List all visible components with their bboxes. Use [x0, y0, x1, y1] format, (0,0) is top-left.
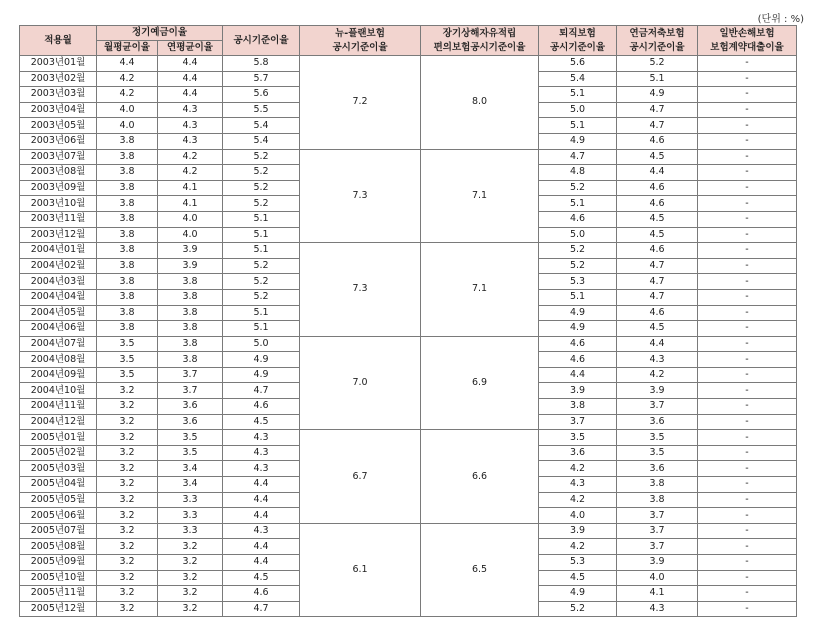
cell-monthly-avg: 3.8 — [97, 274, 158, 290]
cell-retire: 4.8 — [539, 165, 617, 181]
cell-monthly-avg: 3.2 — [97, 430, 158, 446]
cell-public-rate: 5.2 — [223, 258, 300, 274]
cell-retire: 5.1 — [539, 196, 617, 212]
cell-general: - — [698, 508, 797, 524]
cell-yearly-avg: 4.2 — [158, 149, 223, 165]
cell-general: - — [698, 196, 797, 212]
cell-month: 2003년11월 — [20, 211, 97, 227]
header-pension-line2: 공시기준이율 — [629, 41, 685, 53]
cell-month: 2005년04월 — [20, 477, 97, 493]
cell-month: 2005년09월 — [20, 555, 97, 571]
cell-public-rate: 4.7 — [223, 383, 300, 399]
cell-public-rate: 5.4 — [223, 133, 300, 149]
cell-pension: 4.5 — [617, 149, 698, 165]
cell-yearly-avg: 4.4 — [158, 71, 223, 87]
cell-public-rate: 4.3 — [223, 523, 300, 539]
cell-general: - — [698, 118, 797, 134]
cell-monthly-avg: 3.5 — [97, 336, 158, 352]
cell-public-rate: 4.6 — [223, 586, 300, 602]
table-row — [20, 149, 797, 165]
cell-retire: 4.2 — [539, 461, 617, 477]
header-deposit-group: 정기예금이율 — [97, 26, 223, 41]
cell-general: - — [698, 227, 797, 243]
cell-retire: 3.5 — [539, 430, 617, 446]
cell-general: - — [698, 555, 797, 571]
header-new-plan-line1: 뉴-플랜보험 — [335, 27, 385, 39]
table-row — [20, 523, 797, 539]
cell-pension: 4.6 — [617, 196, 698, 212]
cell-yearly-avg: 3.2 — [158, 570, 223, 586]
cell-pension: 4.7 — [617, 118, 698, 134]
cell-monthly-avg: 3.8 — [97, 227, 158, 243]
cell-pension: 4.7 — [617, 274, 698, 290]
cell-retire: 4.7 — [539, 149, 617, 165]
cell-general: - — [698, 445, 797, 461]
cell-month: 2003년06월 — [20, 133, 97, 149]
cell-public-rate: 5.1 — [223, 227, 300, 243]
cell-public-rate: 5.2 — [223, 289, 300, 305]
cell-retire: 4.9 — [539, 305, 617, 321]
cell-monthly-avg: 3.2 — [97, 477, 158, 493]
cell-monthly-avg: 3.2 — [97, 399, 158, 415]
cell-yearly-avg: 3.2 — [158, 601, 223, 617]
cell-longterm: 6.5 — [421, 523, 539, 617]
cell-public-rate: 5.1 — [223, 211, 300, 227]
cell-monthly-avg: 3.8 — [97, 305, 158, 321]
cell-general: - — [698, 492, 797, 508]
cell-month: 2003년10월 — [20, 196, 97, 212]
cell-retire: 5.3 — [539, 274, 617, 290]
cell-retire: 5.0 — [539, 102, 617, 118]
cell-month: 2004년01월 — [20, 243, 97, 259]
cell-pension: 4.7 — [617, 289, 698, 305]
header-new-plan — [300, 26, 421, 56]
cell-monthly-avg: 3.8 — [97, 133, 158, 149]
cell-general: - — [698, 601, 797, 617]
header-general-line2: 보험계약대출이율 — [710, 41, 784, 53]
cell-month: 2003년01월 — [20, 56, 97, 72]
header-retire-line2: 공시기준이율 — [549, 41, 606, 53]
cell-retire: 4.6 — [539, 336, 617, 352]
cell-public-rate: 4.3 — [223, 461, 300, 477]
cell-yearly-avg: 3.7 — [158, 383, 223, 399]
cell-pension: 3.7 — [617, 523, 698, 539]
cell-retire: 3.7 — [539, 414, 617, 430]
cell-retire: 4.6 — [539, 352, 617, 368]
cell-retire: 4.9 — [539, 321, 617, 337]
cell-month: 2005년03월 — [20, 461, 97, 477]
cell-public-rate: 5.1 — [223, 321, 300, 337]
cell-general: - — [698, 305, 797, 321]
cell-public-rate: 4.4 — [223, 492, 300, 508]
header-retire-line1: 퇴직보험 — [559, 27, 596, 39]
cell-yearly-avg: 4.3 — [158, 133, 223, 149]
cell-pension: 4.6 — [617, 133, 698, 149]
header-longterm — [421, 26, 539, 56]
cell-yearly-avg: 3.5 — [158, 445, 223, 461]
cell-public-rate: 5.6 — [223, 87, 300, 103]
cell-month: 2003년09월 — [20, 180, 97, 196]
cell-monthly-avg: 3.2 — [97, 570, 158, 586]
cell-pension: 4.6 — [617, 305, 698, 321]
cell-pension: 4.5 — [617, 321, 698, 337]
cell-longterm: 7.1 — [421, 149, 539, 243]
cell-yearly-avg: 3.3 — [158, 508, 223, 524]
cell-retire: 4.6 — [539, 211, 617, 227]
cell-retire: 4.9 — [539, 586, 617, 602]
cell-pension: 4.5 — [617, 211, 698, 227]
cell-month: 2004년08월 — [20, 352, 97, 368]
cell-retire: 3.9 — [539, 383, 617, 399]
cell-monthly-avg: 3.8 — [97, 258, 158, 274]
cell-public-rate: 5.7 — [223, 71, 300, 87]
cell-monthly-avg: 4.2 — [97, 71, 158, 87]
header-longterm-line2: 편의보험공시기준이율 — [433, 41, 526, 53]
cell-public-rate: 5.2 — [223, 165, 300, 181]
cell-monthly-avg: 3.2 — [97, 461, 158, 477]
cell-yearly-avg: 4.3 — [158, 102, 223, 118]
header-general-line1: 일반손해보험 — [719, 27, 775, 39]
cell-pension: 3.6 — [617, 461, 698, 477]
cell-yearly-avg: 3.4 — [158, 477, 223, 493]
cell-month: 2005년10월 — [20, 570, 97, 586]
cell-monthly-avg: 4.0 — [97, 102, 158, 118]
cell-month: 2003년05월 — [20, 118, 97, 134]
cell-monthly-avg: 3.2 — [97, 586, 158, 602]
cell-yearly-avg: 3.8 — [158, 305, 223, 321]
cell-month: 2005년07월 — [20, 523, 97, 539]
cell-longterm: 6.6 — [421, 430, 539, 524]
cell-general: - — [698, 586, 797, 602]
cell-general: - — [698, 149, 797, 165]
cell-retire: 3.8 — [539, 399, 617, 415]
cell-new-plan: 7.2 — [300, 56, 421, 150]
cell-month: 2005년02월 — [20, 445, 97, 461]
cell-monthly-avg: 3.2 — [97, 445, 158, 461]
cell-month: 2004년04월 — [20, 289, 97, 305]
cell-public-rate: 4.9 — [223, 352, 300, 368]
cell-monthly-avg: 3.8 — [97, 211, 158, 227]
header-public-rate: 공시기준이율 — [223, 26, 300, 56]
cell-pension: 5.2 — [617, 56, 698, 72]
cell-pension: 4.3 — [617, 601, 698, 617]
cell-month: 2003년03월 — [20, 87, 97, 103]
cell-pension: 3.5 — [617, 445, 698, 461]
cell-retire: 4.2 — [539, 539, 617, 555]
cell-month: 2003년08월 — [20, 165, 97, 181]
cell-yearly-avg: 3.4 — [158, 461, 223, 477]
cell-monthly-avg: 3.2 — [97, 555, 158, 571]
cell-retire: 4.4 — [539, 367, 617, 383]
cell-pension: 4.6 — [617, 243, 698, 259]
cell-pension: 4.4 — [617, 165, 698, 181]
cell-month: 2003년07월 — [20, 149, 97, 165]
cell-public-rate: 4.4 — [223, 477, 300, 493]
header-new-plan-line2: 공시기준이율 — [332, 41, 388, 53]
cell-pension: 3.6 — [617, 414, 698, 430]
cell-general: - — [698, 352, 797, 368]
header-general — [698, 26, 797, 56]
cell-pension: 3.5 — [617, 430, 698, 446]
cell-retire: 3.6 — [539, 445, 617, 461]
cell-month: 2004년10월 — [20, 383, 97, 399]
cell-monthly-avg: 3.8 — [97, 180, 158, 196]
cell-new-plan: 7.0 — [300, 336, 421, 430]
cell-month: 2004년06월 — [20, 321, 97, 337]
cell-general: - — [698, 165, 797, 181]
cell-month: 2004년11월 — [20, 399, 97, 415]
cell-general: - — [698, 87, 797, 103]
table-row — [20, 243, 797, 259]
cell-general: - — [698, 56, 797, 72]
cell-general: - — [698, 539, 797, 555]
cell-pension: 4.5 — [617, 227, 698, 243]
cell-pension: 4.4 — [617, 336, 698, 352]
cell-retire: 3.9 — [539, 523, 617, 539]
cell-general: - — [698, 367, 797, 383]
cell-pension: 5.1 — [617, 71, 698, 87]
cell-longterm: 8.0 — [421, 56, 539, 150]
cell-yearly-avg: 3.8 — [158, 274, 223, 290]
cell-yearly-avg: 3.2 — [158, 539, 223, 555]
cell-pension: 4.9 — [617, 87, 698, 103]
cell-yearly-avg: 4.3 — [158, 118, 223, 134]
cell-month: 2003년02월 — [20, 71, 97, 87]
cell-month: 2005년01월 — [20, 430, 97, 446]
cell-month: 2004년07월 — [20, 336, 97, 352]
cell-general: - — [698, 383, 797, 399]
cell-general: - — [698, 430, 797, 446]
cell-public-rate: 4.3 — [223, 430, 300, 446]
cell-pension: 3.8 — [617, 477, 698, 493]
table-body — [20, 56, 797, 617]
cell-month: 2003년04월 — [20, 102, 97, 118]
cell-retire: 5.0 — [539, 227, 617, 243]
cell-month: 2004년03월 — [20, 274, 97, 290]
cell-public-rate: 5.8 — [223, 56, 300, 72]
cell-monthly-avg: 3.8 — [97, 149, 158, 165]
cell-yearly-avg: 4.1 — [158, 180, 223, 196]
cell-yearly-avg: 3.2 — [158, 555, 223, 571]
cell-retire: 5.1 — [539, 87, 617, 103]
cell-longterm: 7.1 — [421, 243, 539, 337]
cell-yearly-avg: 4.0 — [158, 211, 223, 227]
cell-general: - — [698, 321, 797, 337]
header-month: 적용월 — [20, 26, 97, 56]
cell-general: - — [698, 477, 797, 493]
cell-public-rate: 4.6 — [223, 399, 300, 415]
cell-general: - — [698, 258, 797, 274]
cell-yearly-avg: 3.3 — [158, 523, 223, 539]
cell-yearly-avg: 3.8 — [158, 321, 223, 337]
cell-public-rate: 4.4 — [223, 539, 300, 555]
cell-public-rate: 5.1 — [223, 243, 300, 259]
cell-general: - — [698, 133, 797, 149]
cell-monthly-avg: 3.2 — [97, 508, 158, 524]
cell-pension: 4.3 — [617, 352, 698, 368]
cell-yearly-avg: 3.6 — [158, 414, 223, 430]
header-pension-line1: 연금저축보험 — [629, 27, 685, 39]
cell-pension: 4.0 — [617, 570, 698, 586]
cell-retire: 4.5 — [539, 570, 617, 586]
cell-retire: 4.3 — [539, 477, 617, 493]
cell-monthly-avg: 3.2 — [97, 414, 158, 430]
cell-yearly-avg: 4.1 — [158, 196, 223, 212]
cell-month: 2005년12월 — [20, 601, 97, 617]
cell-month: 2005년06월 — [20, 508, 97, 524]
cell-monthly-avg: 3.8 — [97, 243, 158, 259]
header-monthly-avg: 월평균이율 — [97, 41, 158, 56]
table-row — [20, 430, 797, 446]
cell-general: - — [698, 180, 797, 196]
unit-label: (단위 : %) — [757, 14, 804, 25]
cell-month: 2004년12월 — [20, 414, 97, 430]
cell-monthly-avg: 3.8 — [97, 289, 158, 305]
cell-public-rate: 5.2 — [223, 180, 300, 196]
cell-new-plan: 6.1 — [300, 523, 421, 617]
table-row — [20, 56, 797, 72]
cell-monthly-avg: 4.2 — [97, 87, 158, 103]
cell-yearly-avg: 3.8 — [158, 289, 223, 305]
cell-retire: 4.0 — [539, 508, 617, 524]
cell-month: 2004년05월 — [20, 305, 97, 321]
cell-general: - — [698, 211, 797, 227]
cell-yearly-avg: 3.8 — [158, 336, 223, 352]
cell-pension: 3.9 — [617, 383, 698, 399]
header-pension — [617, 26, 698, 56]
cell-month: 2005년08월 — [20, 539, 97, 555]
cell-public-rate: 4.5 — [223, 570, 300, 586]
cell-yearly-avg: 3.6 — [158, 399, 223, 415]
cell-retire: 5.3 — [539, 555, 617, 571]
cell-monthly-avg: 3.2 — [97, 523, 158, 539]
cell-pension: 3.7 — [617, 508, 698, 524]
table-row — [20, 336, 797, 352]
cell-monthly-avg: 3.2 — [97, 492, 158, 508]
cell-month: 2005년11월 — [20, 586, 97, 602]
cell-pension: 4.7 — [617, 102, 698, 118]
cell-retire: 5.1 — [539, 118, 617, 134]
cell-general: - — [698, 570, 797, 586]
cell-retire: 5.2 — [539, 180, 617, 196]
cell-pension: 3.8 — [617, 492, 698, 508]
cell-pension: 4.7 — [617, 258, 698, 274]
cell-yearly-avg: 4.4 — [158, 87, 223, 103]
cell-public-rate: 4.7 — [223, 601, 300, 617]
cell-yearly-avg: 4.2 — [158, 165, 223, 181]
cell-general: - — [698, 289, 797, 305]
cell-general: - — [698, 243, 797, 259]
cell-general: - — [698, 274, 797, 290]
cell-yearly-avg: 3.9 — [158, 258, 223, 274]
cell-public-rate: 5.2 — [223, 274, 300, 290]
cell-yearly-avg: 3.7 — [158, 367, 223, 383]
cell-retire: 4.9 — [539, 133, 617, 149]
cell-general: - — [698, 102, 797, 118]
cell-general: - — [698, 414, 797, 430]
cell-yearly-avg: 4.4 — [158, 56, 223, 72]
cell-yearly-avg: 3.8 — [158, 352, 223, 368]
cell-public-rate: 5.0 — [223, 336, 300, 352]
cell-monthly-avg: 4.4 — [97, 56, 158, 72]
cell-yearly-avg: 4.0 — [158, 227, 223, 243]
cell-monthly-avg: 3.8 — [97, 165, 158, 181]
cell-pension: 3.7 — [617, 399, 698, 415]
cell-yearly-avg: 3.5 — [158, 430, 223, 446]
interest-rate-table — [19, 25, 797, 617]
cell-general: - — [698, 523, 797, 539]
cell-retire: 5.2 — [539, 243, 617, 259]
cell-monthly-avg: 3.8 — [97, 321, 158, 337]
cell-month: 2004년02월 — [20, 258, 97, 274]
cell-monthly-avg: 4.0 — [97, 118, 158, 134]
cell-pension: 4.1 — [617, 586, 698, 602]
cell-public-rate: 5.2 — [223, 149, 300, 165]
cell-month: 2003년12월 — [20, 227, 97, 243]
cell-retire: 5.1 — [539, 289, 617, 305]
cell-monthly-avg: 3.5 — [97, 367, 158, 383]
cell-new-plan: 7.3 — [300, 243, 421, 337]
cell-retire: 5.6 — [539, 56, 617, 72]
cell-longterm: 6.9 — [421, 336, 539, 430]
cell-public-rate: 5.2 — [223, 196, 300, 212]
cell-monthly-avg: 3.2 — [97, 539, 158, 555]
cell-general: - — [698, 71, 797, 87]
cell-monthly-avg: 3.5 — [97, 352, 158, 368]
cell-pension: 3.9 — [617, 555, 698, 571]
cell-yearly-avg: 3.2 — [158, 586, 223, 602]
cell-public-rate: 4.5 — [223, 414, 300, 430]
cell-retire: 4.2 — [539, 492, 617, 508]
cell-public-rate: 4.3 — [223, 445, 300, 461]
cell-yearly-avg: 3.3 — [158, 492, 223, 508]
cell-public-rate: 5.4 — [223, 118, 300, 134]
cell-yearly-avg: 3.9 — [158, 243, 223, 259]
cell-monthly-avg: 3.2 — [97, 383, 158, 399]
cell-new-plan: 7.3 — [300, 149, 421, 243]
cell-retire: 5.2 — [539, 601, 617, 617]
cell-new-plan: 6.7 — [300, 430, 421, 524]
cell-public-rate: 5.1 — [223, 305, 300, 321]
cell-monthly-avg: 3.8 — [97, 196, 158, 212]
cell-public-rate: 5.5 — [223, 102, 300, 118]
cell-pension: 4.2 — [617, 367, 698, 383]
cell-public-rate: 4.9 — [223, 367, 300, 383]
cell-pension: 3.7 — [617, 539, 698, 555]
cell-pension: 4.6 — [617, 180, 698, 196]
cell-retire: 5.2 — [539, 258, 617, 274]
header-longterm-line1: 장기상해자유적립 — [442, 27, 517, 39]
cell-general: - — [698, 399, 797, 415]
cell-monthly-avg: 3.2 — [97, 601, 158, 617]
header-yearly-avg: 연평균이율 — [158, 41, 223, 56]
cell-month: 2005년05월 — [20, 492, 97, 508]
cell-public-rate: 4.4 — [223, 555, 300, 571]
cell-retire: 5.4 — [539, 71, 617, 87]
cell-general: - — [698, 461, 797, 477]
cell-general: - — [698, 336, 797, 352]
cell-public-rate: 4.4 — [223, 508, 300, 524]
header-retire — [539, 26, 617, 56]
cell-month: 2004년09월 — [20, 367, 97, 383]
